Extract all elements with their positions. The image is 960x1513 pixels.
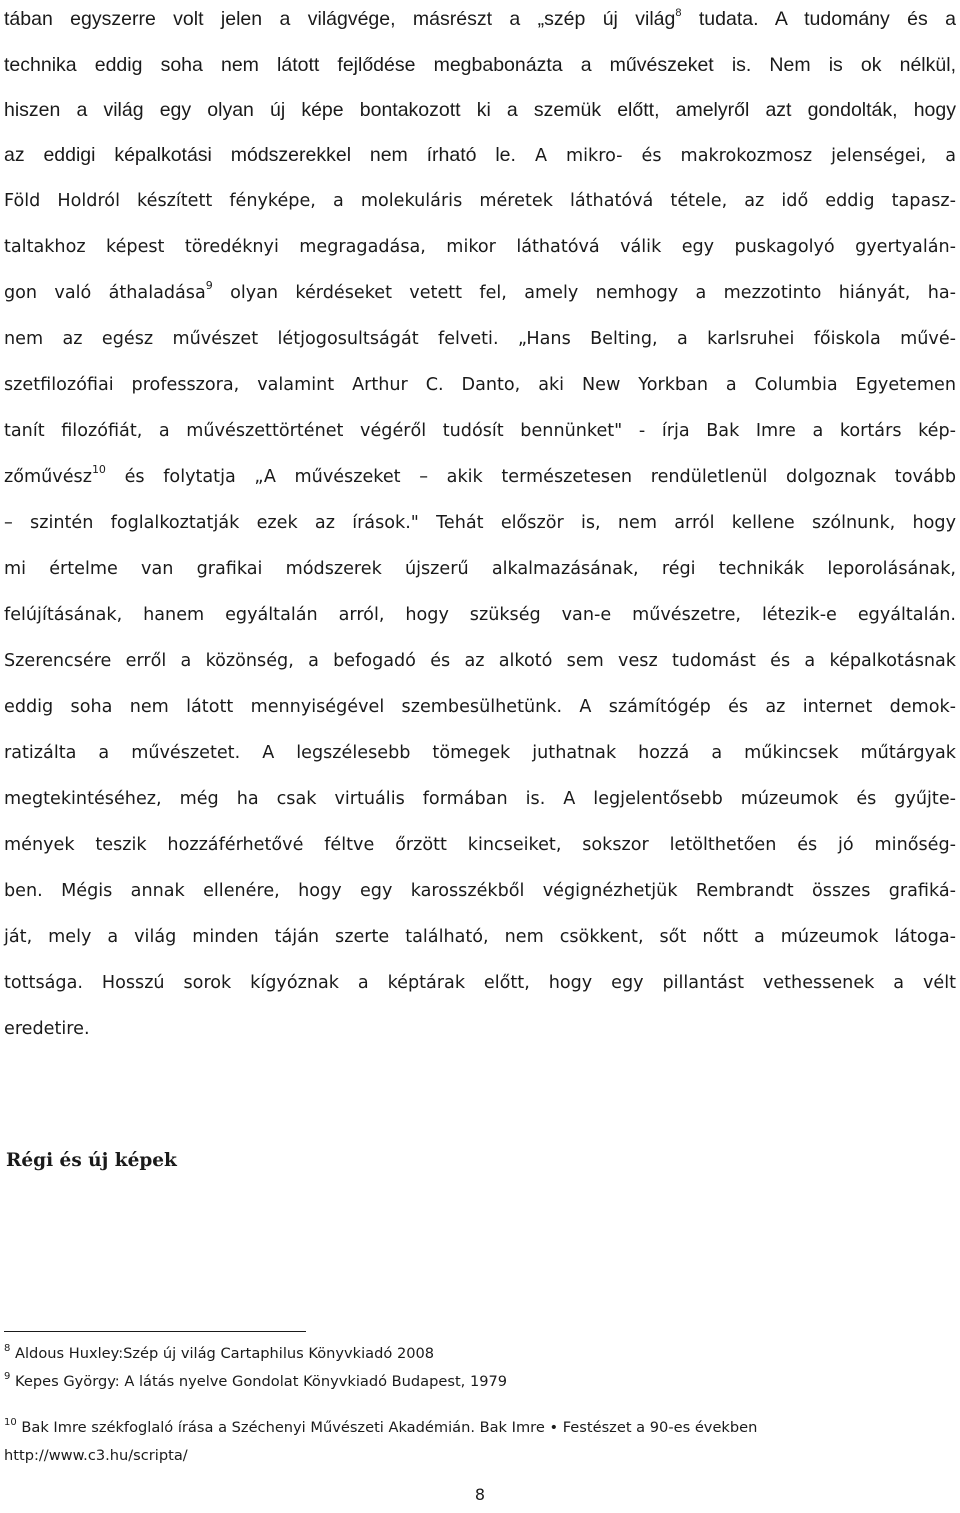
footnote-ref[interactable]: 9 <box>205 279 213 292</box>
footnote-separator <box>4 1331 306 1332</box>
footnote: $^{10}$ Bak Imre székfoglaló írása a Széchenyi Művészeti Akadémián. Bak Imre • Festészet a 90-es években <box>4 1417 758 1436</box>
text-line: tanít filozófiát, a művészettörténet végéről tudósít bennünket" - írja Bak Imre a kortárs kép- <box>4 421 956 441</box>
text-line: nem az egész művészet létjogosultságát felveti. „Hans Belting, a karlsruhei főiskola művé- <box>4 329 956 349</box>
text-line: zőművész$^{10}$ és folytatja „A művészeket – akik természetesen rendületlenül dolgoznak tovább <box>4 463 956 487</box>
text-line: hiszen a világ egy olyan új képe bontakozott ki a szemük előtt, amelyről azt gondolták, hogy <box>4 99 956 121</box>
text-line: megtekintéséhez, még ha csak virtuális formában is. A legjelentősebb múzeumok és gyűjte- <box>4 789 956 809</box>
footnote-ref[interactable]: 10 <box>91 463 106 476</box>
text-line: – szintén foglalkoztatják ezek az írások." Tehát először is, nem arról kellene szólnunk, hogy <box>4 513 956 533</box>
text-line: mények teszik hozzáférhetővé féltve őrzött kincseiket, sokszor letölthetően és jó minőség- <box>4 835 956 855</box>
text-line: szetfilozófiai professzora, valamint Arthur C. Danto, aki New Yorkban a Columbia Egyetemen <box>4 375 956 395</box>
text-line: taltakhoz képest töredéknyi megragadása, mikor láthatóvá válik egy puskagolyó gyertyalán- <box>4 237 956 257</box>
section-heading: Régi és új képek <box>6 1150 177 1171</box>
text-line: technika eddig soha nem látott fejlődése megbabonázta a művészeket is. Nem is ok nélkül, <box>4 54 956 76</box>
footnote-ref[interactable]: 8 <box>675 7 682 19</box>
text-line: tottsága. Hosszú sorok kígyóznak a képtárak előtt, hogy egy pillantást vethessenek a vélt <box>4 973 956 993</box>
page-number: 8 <box>474 1485 486 1504</box>
text-line: az eddigi képalkotási módszerekkel nem írható le. A mikro- és makrokozmosz jelenségei, a <box>4 144 956 166</box>
text-line: eredetire. <box>4 1019 90 1039</box>
footnote: $^9$ Kepes György: A látás nyelve Gondolat Könyvkiadó Budapest, 1979 <box>4 1371 508 1390</box>
text-line: eddig soha nem látott mennyiségével szembesülhetünk. A számítógép és az internet demok- <box>4 697 956 717</box>
footnote-link[interactable]: http://www.c3.hu/scripta/ <box>4 1447 188 1464</box>
text-line: tában egyszerre volt jelen a világvége, másrészt a „szép új világ$^8$ tudata. A tudomány és a <box>4 7 956 30</box>
text-line: ratizálta a művészetet. A legszélesebb tömegek juthatnak hozzá a műkincsek műtárgyak <box>4 743 956 763</box>
text-line: gon való áthaladása$^9$ olyan kérdéseket vetett fel, amely nemhogy a mezzotinto hiányát, ha- <box>4 279 957 303</box>
text-line: felújításának, hanem egyáltalán arról, hogy szükség van-e művészetre, létezik-e egyáltalán. <box>4 605 956 625</box>
text-line: ját, mely a világ minden táján szerte található, nem csökkent, sőt nőtt a múzeumok látoga- <box>4 927 956 947</box>
footnote: $^8$ Aldous Huxley:Szép új világ Cartaphilus Könyvkiadó 2008 <box>4 1343 435 1362</box>
text-line: Föld Holdról készített fényképe, a molekuláris méretek láthatóvá tétele, az idő eddig tapasz- <box>4 191 956 211</box>
text-line: mi értelme van grafikai módszerek újszerű alkalmazásának, régi technikák leporolásának, <box>4 559 956 579</box>
text-line: ben. Mégis annak ellenére, hogy egy karosszékből végignézhetjük Rembrandt összes grafiká- <box>4 881 956 901</box>
text-line: Szerencsére erről a közönség, a befogadó és az alkotó sem vesz tudomást és a képalkotásnak <box>4 651 956 671</box>
